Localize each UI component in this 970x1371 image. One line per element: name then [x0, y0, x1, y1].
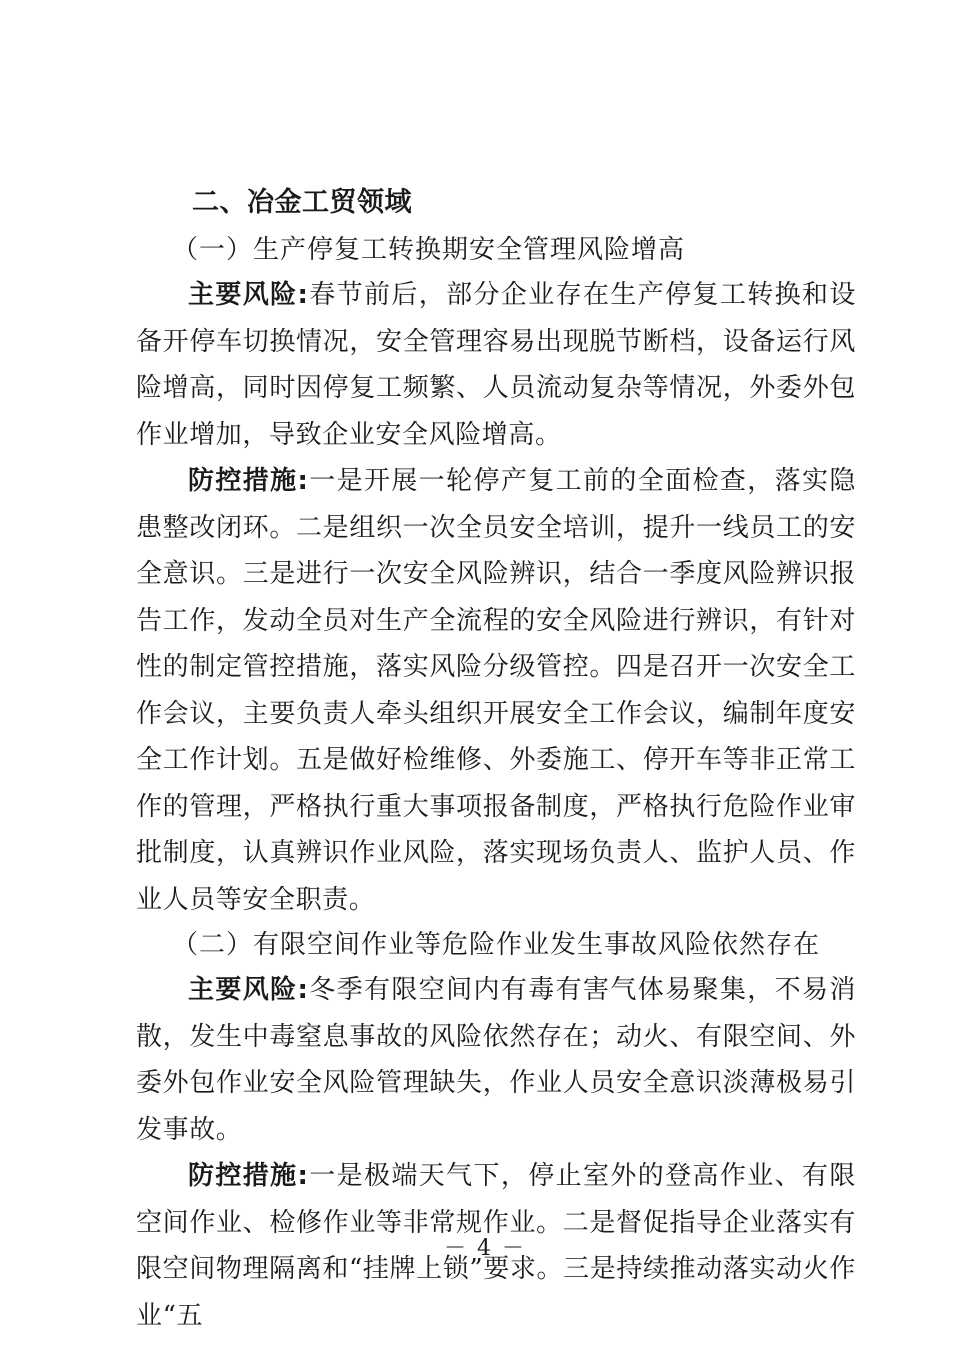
measures-label-2: 防控措施: — [188, 1161, 309, 1191]
risk-label-2: 主要风险: — [188, 975, 309, 1005]
risk-paragraph-1 — [136, 272, 856, 458]
risk-label-1: 主要风险: — [188, 280, 309, 310]
measures-label-1: 防控措施: — [188, 466, 309, 496]
document-body — [136, 178, 856, 1339]
subsection-title-2: （二）有限空间作业等危险作业发生事故风险依然存在 — [172, 930, 821, 960]
risk-paragraph-2 — [136, 967, 856, 1153]
page-number: － 4 － — [444, 1236, 526, 1261]
risk-text-1: 春节前后，部分企业存在生产停复工转换和设备开停车切换情况，安全管理容易出现脱节断档，设备运行风险增高，同时因停复工频繁、人员流动复杂等情况，外委外包作业增加，导致企业安全风险增高。 — [136, 280, 856, 450]
measures-text-2: 一是极端天气下，停止室外的登高作业、有限空间作业、检修作业等非常规作业。二是督促指导企业落实有限空间物理隔离和“挂牌上锁”要求。三是持续推动落实动火作业“五 — [136, 1161, 856, 1331]
measures-text-1: 一是开展一轮停产复工前的全面检查，落实隐患整改闭环。二是组织一次全员安全培训，提升一线员工的安全意识。三是进行一次安全风险辨识，结合一季度风险辨识报告工作，发动全员对生产全流程的安全风险进行辨识，有针对性的制定管控措施，落实风险分级管控。四是召开一次安全工作会议，主要负责人牵头组织开展安全工作会议，编制年度安全工作计划。五是做好检维修、外委施工、停开车等非正常工作的管理，严格执行重大事项报备制度，严格执行危险作业审批制度，认真辨识作业风险，落实现场负责人、监护人员、作业人员等安全职责。 — [136, 466, 856, 915]
measures-paragraph-1 — [136, 458, 856, 923]
section-title: 二、冶金工贸领域 — [192, 187, 412, 218]
risk-text-2: 冬季有限空间内有毒有害气体易聚集，不易消散，发生中毒窒息事故的风险依然存在；动火、有限空间、外委外包作业安全风险管理缺失，作业人员安全意识淡薄极易引发事故。 — [136, 975, 856, 1145]
subsection-title-1: （一）生产停复工转换期安全管理风险增高 — [172, 235, 686, 265]
